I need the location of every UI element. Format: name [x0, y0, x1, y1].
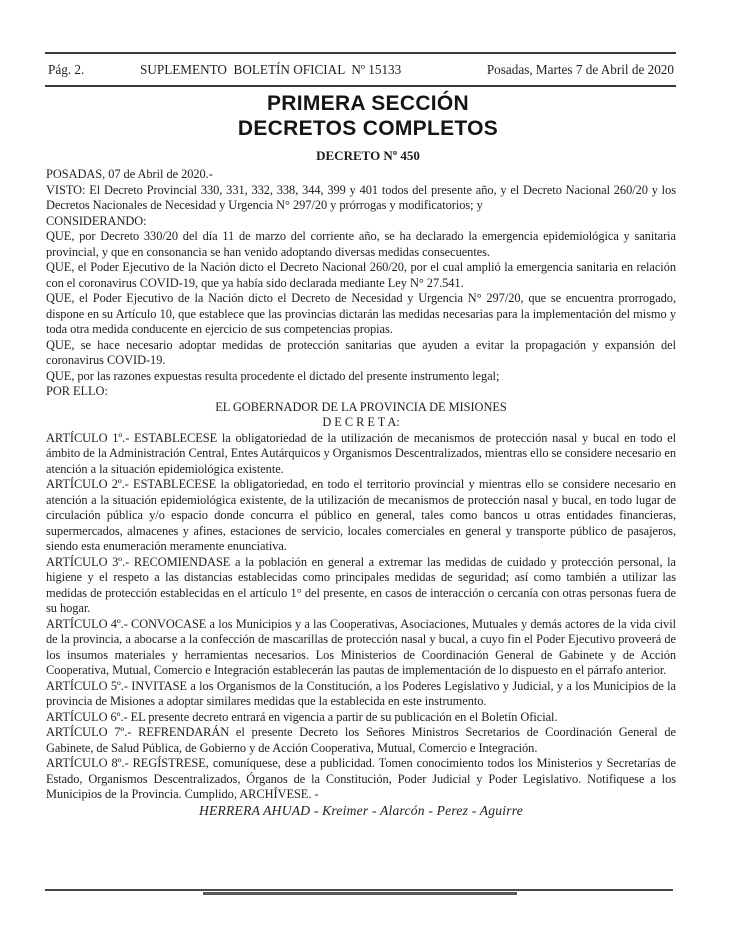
recital-paragraph: QUE, por las razones expuestas resulta procedente el dictado del presente instrumento legal; [46, 368, 500, 383]
considerando-label: CONSIDERANDO: [46, 213, 147, 228]
article-paragraph: ARTÍCULO 4º.- CONVOCASE a los Municipios y a las Cooperativas, Asociaciones, Mutuales y demás actores de la vida civil de la provincia, a abocarse a la confección de mascarillas de protección nasal y bucal, a cuyo fin el Poder Ejecutivo proveerá de los insumos materiales y herramientas necesarios. Los Ministerios de Coordinación General de Gabinete y de Acción Cooperativa, Mutual, Comercio e Integración establecerán las pautas de implementación de lo dispuesto en el párrafo anterior. [46, 616, 676, 677]
article-paragraph: ARTÍCULO 1º.- ESTABLECESE la obligatoriedad de la utilización de mecanismos de protección nasal y bucal en todo el ámbito de la Administración Central, Entes Autárquicos y Organismos Descentralizados, mientras ello se considere necesario en atención a la situación epidemiológica existente. [46, 430, 676, 476]
footer-rule-thick [203, 892, 517, 895]
decree-text [46, 167, 676, 818]
visto-paragraph: VISTO: El Decreto Provincial 330, 331, 332, 338, 344, 399 y 401 todos del presente año, y el Decreto Nacional 260/20 y los Decretos Nacionales de Necesidad y Urgencia N° 297/20 y prórrogas y modificatorios; y [46, 182, 676, 212]
bulletin-title: SUPLEMENTO BOLETÍN OFICIAL Nº 15133 [140, 61, 402, 77]
article-paragraph: ARTÍCULO 3º.- RECOMIENDASE a la población en general a extremar las medidas de cuidado y protección personal, la higiene y el respeto a las distancias establecidas como principales medidas de seguridad; así como también a utilizar las medidas de protección establecidas en el artículo 1° del presente, en casos de interacción o cercanía con otras personas fuera de su hogar. [46, 554, 676, 615]
recital-paragraph: QUE, el Poder Ejecutivo de la Nación dicto el Decreto de Necesidad y Urgencia N° 297/20, que se encuentra prorrogado, dispone en su Artículo 10, que establece que las provincias dictarán las medidas necesarias para la implementación del mismo y toda otra medida conducente en ejercicio de sus competencias propias. [46, 291, 676, 336]
decree-number: DECRETO Nº 450 [316, 148, 420, 163]
recital-paragraph: QUE, se hace necesario adoptar medidas de protección sanitarias que ayuden a evitar la propagación y expansión del coronavirus COVID-19. [46, 337, 676, 367]
article-paragraph: ARTÍCULO 7º.- REFRENDARÁN el presente Decreto los Señores Ministros Secretarios de Coordinación General de Gabinete, de Salud Pública, de Gobierno y de Acción Cooperativa, Mutual, Comercio e Integración. [46, 725, 676, 755]
article-paragraph: ARTÍCULO 2º.- ESTABLECESE la obligatoriedad, en todo el territorio provincial y mientras ello se considere necesario en atención a la situación epidemiológica existente, de la utilización de mecanismos de protección nasal y bucal, en todo lugar de circulación pública y/o espacio donde concurra el público en general, tales como bancos u otras entidades financieras, supermercados, almacenes y afines, estaciones de servicio, locales comerciales en general y transporte público de pasajeros, siendo esta enumeración meramente enunciativa. [46, 477, 676, 553]
governor-heading: EL GOBERNADOR DE LA PROVINCIA DE MISIONES [215, 399, 507, 414]
issue-date: Posadas, Martes 7 de Abril de 2020 [486, 61, 674, 77]
por-ello-label: POR ELLO: [46, 384, 108, 398]
recital-paragraph: QUE, el Poder Ejecutivo de la Nación dicto el Decreto Nacional 260/20, por el cual amplió la emergencia sanitaria en relación con el coronavirus COVID-19, que ya había sido declarada mediante Ley N° 27.541. [46, 260, 676, 290]
dateline-paragraph: POSADAS, 07 de Abril de 2020.- [46, 167, 213, 181]
section-title: PRIMERA SECCIÓN [266, 92, 470, 115]
decreta-heading: D E C R E T A: [322, 415, 400, 429]
page-number-label: Pág. 2. [48, 61, 85, 77]
article-paragraph: ARTÍCULO 6º.- EL presente decreto entrará en vigencia a partir de su publicación en el Boletín Oficial. [46, 709, 558, 724]
page-header [45, 52, 676, 87]
signature-line: HERRERA AHUAD - Kreimer - Alarcón - Perez - Aguirre [199, 802, 523, 818]
recital-paragraph: QUE, por Decreto 330/20 del día 11 de marzo del corriente año, se ha declarado la emergencia epidemiológica y sanitaria provincial, y que en consonancia se han venido adoptando diversas medidas consecuentes. [46, 229, 676, 259]
footer-rule-thin [45, 889, 673, 891]
subsection-title: DECRETOS COMPLETOS [237, 117, 499, 140]
article-paragraph: ARTÍCULO 5º.- INVITASE a los Organismos de la Constitución, a los Poderes Legislativo y Judicial, y a los Municipios de la provincia de Misiones a adoptar similares medidas que la establecida en este instrumento. [46, 678, 676, 708]
section-heading [0, 91, 736, 141]
article-paragraph: ARTÍCULO 8º.- REGÍSTRESE, comuníquese, dese a publicidad. Tomen conocimiento todos los Ministerios y Secretarías de Estado, Organismos Descentralizados, Órganos de la Constitución, Poder Judicial y Poder Legislativo. Notifiquese a los Municipios de la Provincia. Cumplido, ARCHÍVESE. - [46, 756, 676, 801]
